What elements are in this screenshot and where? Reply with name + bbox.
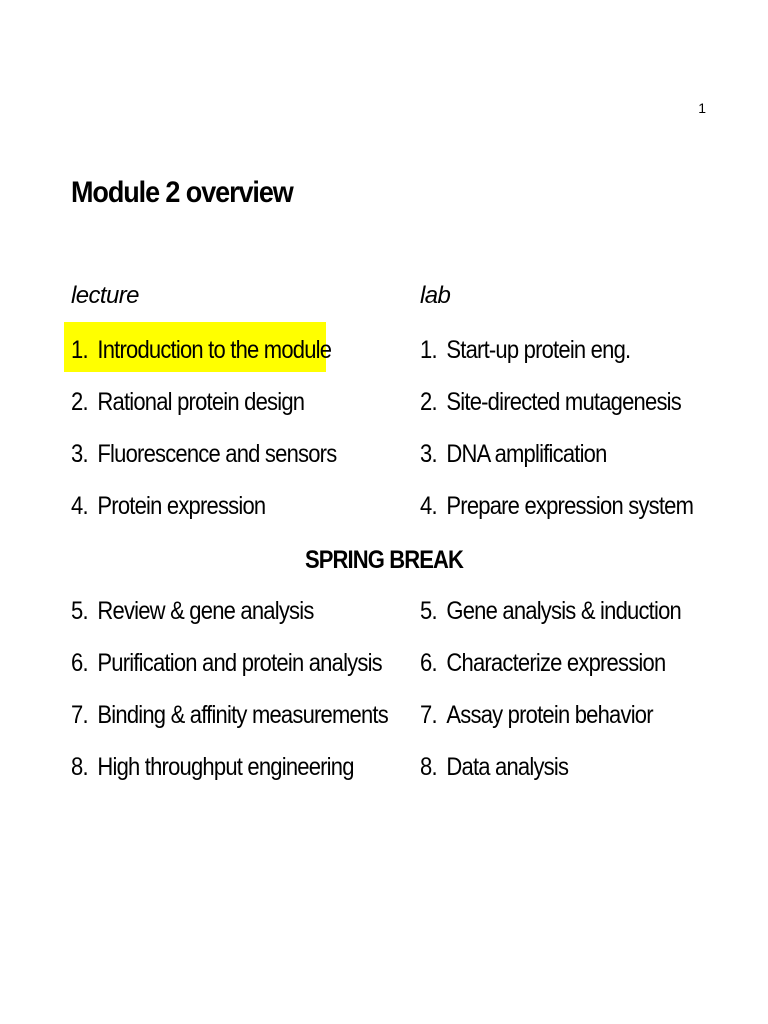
lab-column-header: lab xyxy=(420,282,451,309)
lecture-item-text: Fluorescence and sensors xyxy=(97,440,337,468)
lab-item-text: Prepare expression system xyxy=(446,492,694,520)
page-number: 1 xyxy=(698,100,706,116)
lecture-item xyxy=(71,645,382,681)
item-number: 7. xyxy=(71,701,88,729)
lecture-item-text: Rational protein design xyxy=(97,388,305,416)
lab-item xyxy=(420,332,630,368)
lecture-item xyxy=(71,384,304,420)
item-number: 5. xyxy=(71,597,88,625)
item-number: 4. xyxy=(420,492,437,520)
lab-item-text: Data analysis xyxy=(446,753,569,781)
lecture-item-text: Protein expression xyxy=(97,492,266,520)
lab-item xyxy=(420,384,681,420)
lecture-item xyxy=(71,332,331,368)
lecture-item-text: High throughput engineering xyxy=(97,753,354,781)
lab-item xyxy=(420,436,607,472)
lecture-item xyxy=(71,593,314,629)
lecture-item-text: Introduction to the module xyxy=(97,336,332,364)
lab-item-text: Gene analysis & induction xyxy=(446,597,681,625)
item-number: 3. xyxy=(71,440,88,468)
lecture-item-text: Review & gene analysis xyxy=(97,597,314,625)
schedule-row xyxy=(0,384,768,420)
lab-item xyxy=(420,593,681,629)
item-number: 6. xyxy=(420,649,437,677)
lab-item-text: DNA amplification xyxy=(446,440,607,468)
lab-item xyxy=(420,697,653,733)
lecture-item xyxy=(71,749,354,785)
lab-item xyxy=(420,749,568,785)
item-number: 8. xyxy=(420,753,437,781)
lecture-item xyxy=(71,436,336,472)
item-number: 2. xyxy=(71,388,88,416)
schedule-row xyxy=(0,593,768,629)
item-number: 1. xyxy=(420,336,437,364)
item-number: 5. xyxy=(420,597,437,625)
lecture-item-text: Binding & affinity measurements xyxy=(97,701,388,729)
slide-title: Module 2 overview xyxy=(71,176,293,209)
item-number: 6. xyxy=(71,649,88,677)
item-number: 2. xyxy=(420,388,437,416)
lab-item-text: Assay protein behavior xyxy=(446,701,653,729)
schedule-row xyxy=(0,332,768,368)
schedule-row xyxy=(0,645,768,681)
spring-break-label: SPRING BREAK xyxy=(304,546,464,574)
lecture-item xyxy=(71,488,265,524)
lecture-item-text: Purification and protein analysis xyxy=(97,649,382,677)
schedule-row xyxy=(0,436,768,472)
schedule-row xyxy=(0,749,768,785)
lab-item-text: Start-up protein eng. xyxy=(446,336,631,364)
item-number: 3. xyxy=(420,440,437,468)
lecture-item xyxy=(71,697,388,733)
lab-item xyxy=(420,645,665,681)
schedule-row xyxy=(0,488,768,524)
lecture-column-header: lecture xyxy=(71,282,139,309)
item-number: 8. xyxy=(71,753,88,781)
item-number: 7. xyxy=(420,701,437,729)
lab-item-text: Site-directed mutagenesis xyxy=(446,388,681,416)
item-number: 1. xyxy=(71,336,88,364)
lab-item-text: Characterize expression xyxy=(446,649,666,677)
lab-item xyxy=(420,488,693,524)
item-number: 4. xyxy=(71,492,88,520)
schedule-row xyxy=(0,697,768,733)
